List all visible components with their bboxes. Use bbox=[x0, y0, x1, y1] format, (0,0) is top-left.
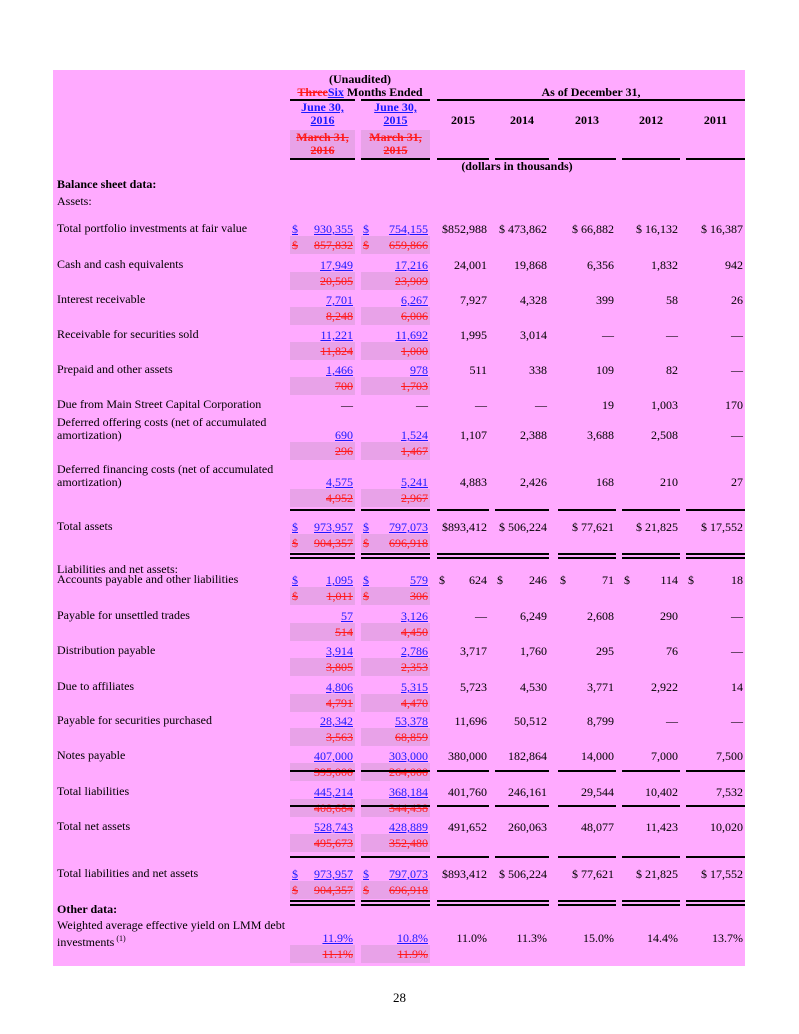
year-value-2013: 295 bbox=[596, 644, 614, 658]
financial-table bbox=[53, 70, 745, 966]
year-value-2014: 4,530 bbox=[520, 680, 547, 694]
year-header-2012: 2012 bbox=[639, 113, 663, 127]
col-a-deleted-header-line: 2016 bbox=[310, 143, 335, 157]
rule bbox=[558, 509, 616, 511]
year-value-2015: 1,107 bbox=[460, 428, 487, 442]
col-a-deleted-value-currency: $ bbox=[292, 589, 298, 603]
year-value-2012: — bbox=[666, 328, 678, 342]
year-value-2011: — bbox=[731, 363, 743, 377]
year-value-2015: $893,412 bbox=[442, 520, 487, 534]
col-a-value-currency: $ bbox=[292, 222, 298, 236]
col-a-deleted-header bbox=[290, 131, 355, 157]
double-rule bbox=[290, 553, 355, 559]
year-value-2015: 1,995 bbox=[460, 328, 487, 342]
year-header-2015: 2015 bbox=[451, 113, 475, 127]
year-value-2012: 114 bbox=[660, 573, 678, 587]
row-label: Total liabilities and net assets bbox=[57, 866, 199, 880]
col-a-value: 973,957 bbox=[314, 867, 353, 881]
col-a-deleted-value: 495,673 bbox=[314, 836, 353, 850]
rule bbox=[686, 158, 745, 160]
row-label-line: investments bbox=[57, 935, 115, 949]
year-value-2013: 399 bbox=[596, 293, 614, 307]
year-value-2015: 380,000 bbox=[448, 749, 487, 763]
year-value-2011: — bbox=[731, 328, 743, 342]
col-a-deleted-value: 904,357 bbox=[314, 536, 353, 550]
col-b-deleted-value: 1,703 bbox=[401, 379, 428, 393]
double-rule bbox=[361, 553, 430, 559]
col-b-value: 1,524 bbox=[401, 428, 428, 442]
year-value-2012: 11,423 bbox=[645, 820, 678, 834]
rule bbox=[437, 805, 489, 807]
col-a-deleted-value: 8,248 bbox=[326, 309, 353, 323]
col-b-value: 797,073 bbox=[389, 520, 428, 534]
col-a-deleted-value: 857,832 bbox=[314, 238, 353, 252]
year-value-2015: 24,001 bbox=[454, 258, 487, 272]
rule bbox=[290, 856, 355, 858]
row-label: Total liabilities bbox=[57, 784, 130, 798]
col-a-value-currency: $ bbox=[292, 867, 298, 881]
year-header-2014: 2014 bbox=[510, 113, 534, 127]
col-b-deleted-value-currency: $ bbox=[363, 883, 369, 897]
rule bbox=[495, 509, 549, 511]
year-value-2014: — bbox=[535, 398, 547, 412]
year-value-2011: — bbox=[731, 714, 743, 728]
double-rule bbox=[437, 900, 549, 906]
double-rule bbox=[622, 900, 680, 906]
row-label: Total portfolio investments at fair value bbox=[57, 221, 248, 235]
year-value-2014: 3,014 bbox=[520, 328, 547, 342]
col-b-deleted-value: 344,438 bbox=[389, 801, 428, 815]
rule bbox=[437, 509, 489, 511]
col-b-deleted-value: 6,006 bbox=[401, 309, 428, 323]
year-value-2013: 71 bbox=[602, 573, 614, 587]
rule bbox=[437, 99, 745, 101]
unaudited-label: (Unaudited) bbox=[328, 72, 391, 86]
year-value-2015: 511 bbox=[469, 363, 487, 377]
rule bbox=[686, 856, 745, 858]
year-value-2013: 109 bbox=[596, 363, 614, 377]
year-value-2011: 942 bbox=[725, 258, 743, 272]
year-value-2013: 19 bbox=[602, 398, 614, 412]
col-a-header-line: June 30, bbox=[301, 100, 344, 114]
year-currency: $ bbox=[688, 573, 694, 587]
rule bbox=[361, 158, 430, 160]
col-b-value: 3,126 bbox=[401, 609, 428, 623]
col-b-deleted-value: 2,967 bbox=[401, 491, 428, 505]
year-value-2015: 401,760 bbox=[448, 785, 487, 799]
row-label: Payable for unsettled trades bbox=[57, 608, 190, 622]
row-label: Total assets bbox=[57, 519, 113, 533]
year-value-2014: 246,161 bbox=[508, 785, 547, 799]
inserted-text: Six bbox=[327, 85, 344, 99]
year-value-2014: $ 473,862 bbox=[499, 222, 547, 236]
col-a-deleted-value-currency: $ bbox=[292, 883, 298, 897]
year-value-2015: 624 bbox=[469, 573, 487, 587]
rule bbox=[290, 805, 355, 807]
year-value-2013: 14,000 bbox=[581, 749, 614, 763]
col-a-value: 1,466 bbox=[326, 363, 353, 377]
rule bbox=[558, 770, 616, 772]
col-b-value: 428,889 bbox=[389, 820, 428, 834]
year-value-2014: 11.3% bbox=[516, 931, 547, 945]
col-b-value: 5,241 bbox=[401, 475, 428, 489]
col-a-deleted-value: 395,000 bbox=[314, 765, 353, 779]
double-rule bbox=[558, 553, 616, 559]
year-value-2011: — bbox=[731, 609, 743, 623]
row-label: Cash and cash equivalents bbox=[57, 257, 184, 271]
year-value-2011: 170 bbox=[725, 398, 743, 412]
col-a-value: 973,957 bbox=[314, 520, 353, 534]
col-a-deleted-value: 20,505 bbox=[320, 274, 353, 288]
period-text: Months Ended bbox=[343, 85, 423, 99]
year-value-2011: 14 bbox=[731, 680, 743, 694]
year-currency: $ bbox=[497, 573, 503, 587]
year-value-2014: 6,249 bbox=[520, 609, 547, 623]
year-value-2013: — bbox=[602, 328, 614, 342]
col-a-value: 4,575 bbox=[326, 475, 353, 489]
year-value-2012: $ 21,825 bbox=[636, 520, 678, 534]
rule bbox=[495, 770, 549, 772]
col-a-deleted-value: 11.1% bbox=[322, 947, 353, 961]
col-b-value: 2,786 bbox=[401, 644, 428, 658]
deleted-text: Three bbox=[297, 85, 328, 99]
year-value-2014: 1,760 bbox=[520, 644, 547, 658]
col-b-header bbox=[361, 101, 430, 127]
col-a-deleted-value: 3,805 bbox=[326, 660, 353, 674]
col-a-deleted-value: 904,357 bbox=[314, 883, 353, 897]
row-label: Interest receivable bbox=[57, 292, 146, 306]
year-value-2014: 260,063 bbox=[508, 820, 547, 834]
rule bbox=[495, 805, 549, 807]
year-value-2013: 6,356 bbox=[587, 258, 614, 272]
col-b-value: 5,315 bbox=[401, 680, 428, 694]
col-a-value: 407,000 bbox=[314, 749, 353, 763]
rule bbox=[361, 805, 430, 807]
year-value-2014: 50,512 bbox=[514, 714, 547, 728]
double-rule bbox=[622, 553, 680, 559]
rule bbox=[622, 509, 680, 511]
rule bbox=[622, 158, 680, 160]
rule bbox=[686, 805, 745, 807]
row-label-line: Weighted average effective yield on LMM debt bbox=[57, 918, 286, 932]
col-a-value: 690 bbox=[335, 428, 353, 442]
year-value-2015: $893,412 bbox=[442, 867, 487, 881]
year-value-2015: $852,988 bbox=[442, 222, 487, 236]
year-value-2011: — bbox=[731, 644, 743, 658]
col-a-value: — bbox=[341, 398, 353, 412]
row-label bbox=[57, 416, 266, 442]
row-label bbox=[57, 463, 273, 489]
col-b-value: 797,073 bbox=[389, 867, 428, 881]
rule bbox=[558, 856, 616, 858]
col-b-value-currency: $ bbox=[363, 573, 369, 587]
year-value-2013: 2,608 bbox=[587, 609, 614, 623]
row-label-line: amortization) bbox=[57, 428, 122, 442]
year-value-2014: 4,328 bbox=[520, 293, 547, 307]
row-label: Accounts payable and other liabilities bbox=[57, 572, 239, 586]
rule bbox=[558, 805, 616, 807]
year-value-2015: 11.0% bbox=[456, 931, 487, 945]
year-value-2015: 3,717 bbox=[460, 644, 487, 658]
year-value-2012: — bbox=[666, 714, 678, 728]
year-value-2014: 338 bbox=[529, 363, 547, 377]
year-value-2012: 1,003 bbox=[651, 398, 678, 412]
double-rule bbox=[686, 900, 745, 906]
row-label: Due to affiliates bbox=[57, 679, 135, 693]
col-b-value: 754,155 bbox=[389, 222, 428, 236]
year-value-2012: 1,832 bbox=[651, 258, 678, 272]
year-value-2011: 10,020 bbox=[710, 820, 743, 834]
rule bbox=[437, 770, 489, 772]
period-header bbox=[290, 85, 430, 100]
year-value-2012: 7,000 bbox=[651, 749, 678, 763]
rule bbox=[290, 770, 355, 772]
col-a-deleted-value: 408,684 bbox=[314, 801, 353, 815]
row-label-line: Deferred financing costs (net of accumulated bbox=[57, 462, 274, 476]
year-value-2015: 491,652 bbox=[448, 820, 487, 834]
col-a-deleted-value: 4,952 bbox=[326, 491, 353, 505]
rule bbox=[622, 770, 680, 772]
year-value-2014: 246 bbox=[529, 573, 547, 587]
year-value-2013: 168 bbox=[596, 475, 614, 489]
rule bbox=[622, 856, 680, 858]
year-value-2012: 210 bbox=[660, 475, 678, 489]
year-value-2011: 7,500 bbox=[716, 749, 743, 763]
year-value-2015: — bbox=[475, 398, 487, 412]
col-b-deleted-header bbox=[361, 131, 430, 157]
year-value-2013: 8,799 bbox=[587, 714, 614, 728]
row-label: Total net assets bbox=[57, 819, 131, 833]
col-b-deleted-value: 264,000 bbox=[389, 765, 428, 779]
year-header-2013: 2013 bbox=[575, 113, 599, 127]
year-value-2012: 58 bbox=[666, 293, 678, 307]
col-a-value: 28,342 bbox=[320, 714, 353, 728]
year-value-2013: $ 66,882 bbox=[572, 222, 614, 236]
col-b-deleted-value: 659,866 bbox=[389, 238, 428, 252]
year-value-2012: $ 21,825 bbox=[636, 867, 678, 881]
year-value-2015: 11,696 bbox=[454, 714, 487, 728]
year-value-2013: 29,544 bbox=[581, 785, 614, 799]
rule bbox=[290, 158, 355, 160]
col-a-value: 11.9% bbox=[322, 931, 353, 945]
rule bbox=[437, 856, 489, 858]
col-b-deleted-value: 696,918 bbox=[389, 536, 428, 550]
year-value-2012: 76 bbox=[666, 644, 678, 658]
rule bbox=[361, 856, 430, 858]
col-b-deleted-value-currency: $ bbox=[363, 536, 369, 550]
year-value-2012: 2,922 bbox=[651, 680, 678, 694]
year-value-2014: 2,388 bbox=[520, 428, 547, 442]
year-value-2011: $ 16,387 bbox=[701, 222, 743, 236]
rule bbox=[622, 805, 680, 807]
col-a-value: 1,095 bbox=[326, 573, 353, 587]
col-a-value-currency: $ bbox=[292, 573, 298, 587]
col-b-header-line: 2015 bbox=[383, 113, 408, 127]
col-a-deleted-header-line: March 31, bbox=[296, 130, 349, 144]
col-b-deleted-value: 4,470 bbox=[401, 696, 428, 710]
col-a-deleted-value: 296 bbox=[335, 444, 353, 458]
col-a-deleted-value: 3,563 bbox=[326, 730, 353, 744]
row-label: Payable for securities purchased bbox=[57, 713, 212, 727]
rule bbox=[686, 509, 745, 511]
col-a-value: 528,743 bbox=[314, 820, 353, 834]
double-rule bbox=[686, 553, 745, 559]
year-value-2013: $ 77,621 bbox=[572, 867, 614, 881]
col-a-deleted-value: 11,824 bbox=[320, 344, 353, 358]
col-b-deleted-value-currency: $ bbox=[363, 238, 369, 252]
col-b-deleted-value: 306 bbox=[410, 589, 428, 603]
row-label bbox=[57, 919, 285, 949]
section-other: Other data: bbox=[57, 902, 118, 916]
col-a-header-line: 2016 bbox=[310, 113, 335, 127]
col-a-value: 930,355 bbox=[314, 222, 353, 236]
col-a-header bbox=[290, 101, 355, 127]
col-a-value: 4,806 bbox=[326, 680, 353, 694]
col-b-header-line: June 30, bbox=[374, 100, 417, 114]
col-b-value: 17,216 bbox=[395, 258, 428, 272]
year-value-2014: 2,426 bbox=[520, 475, 547, 489]
col-b-deleted-value-currency: $ bbox=[363, 589, 369, 603]
col-b-deleted-header-line: 2015 bbox=[383, 143, 408, 157]
rule bbox=[361, 770, 430, 772]
col-b-value: — bbox=[416, 398, 428, 412]
double-rule bbox=[558, 900, 616, 906]
col-b-value-currency: $ bbox=[363, 222, 369, 236]
year-value-2012: 82 bbox=[666, 363, 678, 377]
rule bbox=[290, 509, 355, 511]
year-value-2014: $ 506,224 bbox=[499, 520, 547, 534]
col-a-deleted-value: 4,791 bbox=[326, 696, 353, 710]
row-label: Prepaid and other assets bbox=[57, 362, 173, 376]
col-a-value: 445,214 bbox=[314, 785, 353, 799]
year-value-2015: 7,927 bbox=[460, 293, 487, 307]
year-value-2015: — bbox=[475, 609, 487, 623]
col-a-value: 11,221 bbox=[320, 328, 353, 342]
year-value-2012: 14.4% bbox=[647, 931, 678, 945]
col-a-value: 7,701 bbox=[326, 293, 353, 307]
col-b-deleted-value: 11.9% bbox=[397, 947, 428, 961]
col-a-deleted-value: 700 bbox=[335, 379, 353, 393]
year-value-2012: 10,402 bbox=[645, 785, 678, 799]
year-value-2013: 48,077 bbox=[581, 820, 614, 834]
col-b-deleted-value: 1,000 bbox=[401, 344, 428, 358]
col-a-value: 57 bbox=[341, 609, 353, 623]
col-b-deleted-value: 68,859 bbox=[395, 730, 428, 744]
year-currency: $ bbox=[560, 573, 566, 587]
year-value-2012: 2,508 bbox=[651, 428, 678, 442]
page-number: 28 bbox=[393, 990, 406, 1005]
year-value-2011: 18 bbox=[731, 573, 743, 587]
year-header-2011: 2011 bbox=[703, 113, 728, 127]
double-rule bbox=[361, 900, 430, 906]
row-label: Notes payable bbox=[57, 748, 126, 762]
year-value-2014: 19,868 bbox=[514, 258, 547, 272]
rule bbox=[686, 770, 745, 772]
as-of-header: As of December 31, bbox=[541, 85, 641, 99]
col-b-deleted-value: 696,918 bbox=[389, 883, 428, 897]
year-value-2012: $ 16,132 bbox=[636, 222, 678, 236]
col-a-deleted-value-currency: $ bbox=[292, 238, 298, 252]
year-value-2011: 27 bbox=[731, 475, 743, 489]
section-balance-sheet: Balance sheet data: bbox=[57, 177, 157, 191]
year-value-2011: — bbox=[731, 428, 743, 442]
col-b-value: 303,000 bbox=[389, 749, 428, 763]
year-value-2013: $ 77,621 bbox=[572, 520, 614, 534]
col-b-deleted-value: 2,353 bbox=[401, 660, 428, 674]
double-rule bbox=[437, 553, 549, 559]
year-value-2015: 4,883 bbox=[460, 475, 487, 489]
col-b-value-currency: $ bbox=[363, 867, 369, 881]
col-b-deleted-value: 4,450 bbox=[401, 625, 428, 639]
col-a-value: 17,949 bbox=[320, 258, 353, 272]
col-b-value: 579 bbox=[410, 573, 428, 587]
section-liabilities: Liabilities and net assets: bbox=[57, 562, 178, 576]
col-b-value: 368,184 bbox=[389, 785, 428, 799]
rule bbox=[495, 856, 549, 858]
year-value-2014: $ 506,224 bbox=[499, 867, 547, 881]
year-value-2011: $ 17,552 bbox=[701, 867, 743, 881]
col-b-value: 10.8% bbox=[397, 931, 428, 945]
col-b-deleted-header-line: March 31, bbox=[369, 130, 422, 144]
col-b-value-currency: $ bbox=[363, 520, 369, 534]
units-label: (dollars in thousands) bbox=[461, 159, 573, 173]
col-a-deleted-value-currency: $ bbox=[292, 536, 298, 550]
row-label: Distribution payable bbox=[57, 643, 156, 657]
double-rule bbox=[290, 900, 355, 906]
year-value-2011: 7,532 bbox=[716, 785, 743, 799]
col-b-deleted-value: 1,467 bbox=[401, 444, 428, 458]
col-b-deleted-value: 23,909 bbox=[395, 274, 428, 288]
col-b-value: 6,267 bbox=[401, 293, 428, 307]
section-assets: Assets: bbox=[57, 194, 92, 208]
row-label: Due from Main Street Capital Corporation bbox=[57, 397, 262, 411]
year-value-2011: $ 17,552 bbox=[701, 520, 743, 534]
col-a-deleted-value: 514 bbox=[335, 625, 353, 639]
year-currency: $ bbox=[439, 573, 445, 587]
footnote-marker: (1) bbox=[114, 934, 126, 943]
col-a-value-currency: $ bbox=[292, 520, 298, 534]
year-value-2014: 182,864 bbox=[508, 749, 547, 763]
year-value-2013: 3,688 bbox=[587, 428, 614, 442]
col-a-deleted-value: 1,011 bbox=[326, 589, 353, 603]
col-b-value: 53,378 bbox=[395, 714, 428, 728]
year-value-2012: 290 bbox=[660, 609, 678, 623]
year-value-2013: 3,771 bbox=[587, 680, 614, 694]
row-label: Receivable for securities sold bbox=[57, 327, 199, 341]
year-currency: $ bbox=[624, 573, 630, 587]
year-value-2011: 26 bbox=[731, 293, 743, 307]
col-a-value: 3,914 bbox=[326, 644, 353, 658]
row-label-line: amortization) bbox=[57, 475, 122, 489]
row-label-line: Deferred offering costs (net of accumulated bbox=[57, 415, 267, 429]
year-value-2015: 5,723 bbox=[460, 680, 487, 694]
year-value-2011: 13.7% bbox=[712, 931, 743, 945]
col-b-value: 11,692 bbox=[395, 328, 428, 342]
col-b-value: 978 bbox=[410, 363, 428, 377]
rule bbox=[361, 509, 430, 511]
year-value-2013: 15.0% bbox=[583, 931, 614, 945]
col-b-deleted-value: 352,480 bbox=[389, 836, 428, 850]
